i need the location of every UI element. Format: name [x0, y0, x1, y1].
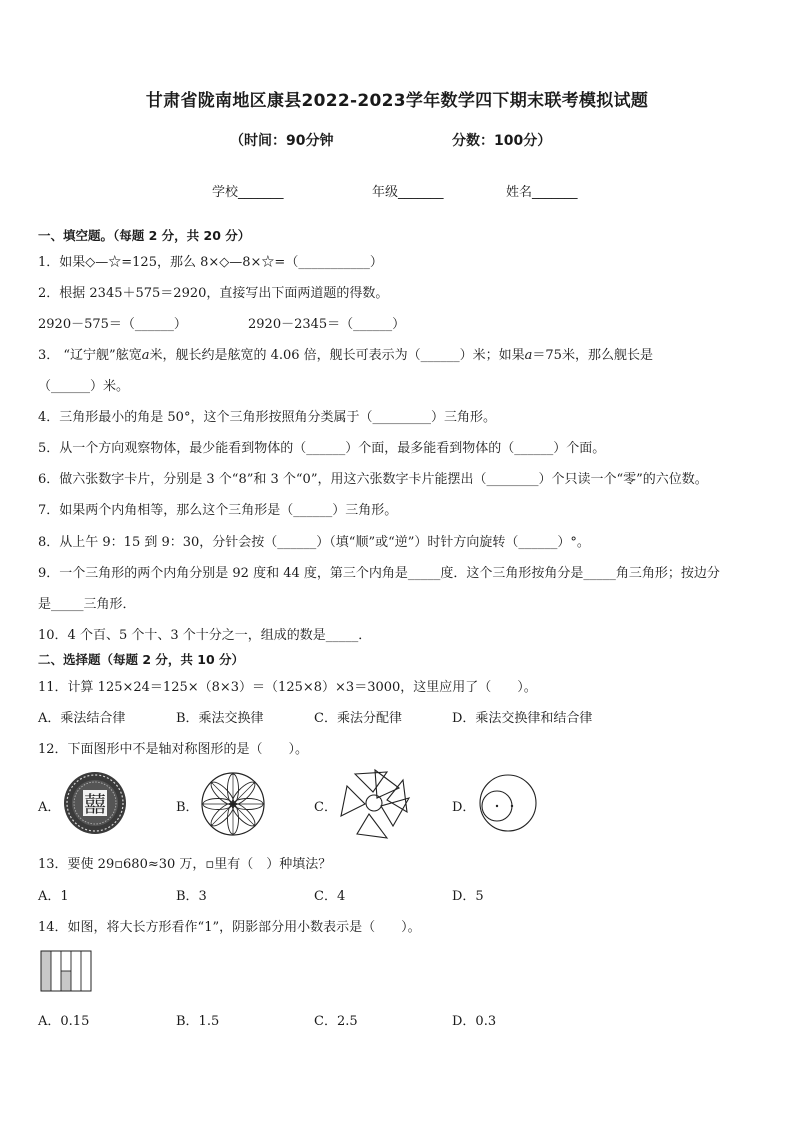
- exam-title: 甘肃省陇南地区康县2022-2023学年数学四下期末联考模拟试题: [145, 91, 649, 111]
- figure-c-pinwheel: [337, 768, 413, 840]
- q14-option-c: C．2.5: [314, 1014, 358, 1029]
- question-11: 11．计算 125×24＝125×（8×3）＝（125×8）×3＝3000，这里应用了（ ）。: [38, 680, 537, 695]
- figure-a-double-happiness: [62, 770, 128, 836]
- section-heading-fill-in: 一、填空题。（每题 2 分，共 20 分）: [38, 228, 251, 243]
- q13-option-d: D．5: [452, 889, 484, 904]
- question-12: 12．下面图形中不是轴对称图形的是（ ）。: [38, 742, 309, 757]
- q14-option-d: D．0.3: [452, 1014, 497, 1029]
- figure-b-flower-circle: [200, 771, 266, 837]
- q11-option-d: D．乘法交换律和结合律: [452, 711, 593, 726]
- question-13: 13．要使 29▫680≈30 万，▫里有（ ）种填法？: [38, 857, 332, 872]
- figure-d-tangent-circles: [478, 772, 538, 834]
- question-2: 2．根据 2345＋575＝2920，直接写出下面两道题的得数。: [38, 286, 389, 301]
- question-7: 7．如果两个内角相等，那么这个三角形是（______）三角形。: [38, 503, 398, 518]
- question-4: 4．三角形最小的角是 50°，这个三角形按照角分类属于（_________）三角形。: [38, 410, 496, 425]
- question-2-part-a: 2920－575＝（______）: [38, 317, 187, 332]
- exam-time: （时间：90分钟: [230, 133, 334, 149]
- question-14: 14．如图，将大长方形看作“1”，阴影部分用小数表示是（ ）。: [38, 920, 421, 935]
- section-heading-multiple-choice: 二、选择题（每题 2 分，共 10 分）: [38, 652, 245, 667]
- q12-label-d: D．: [452, 800, 476, 815]
- name-field: 姓名_______: [506, 185, 578, 200]
- exam-score: 分数：100分）: [452, 133, 552, 149]
- q11-option-b: B．乘法交换律: [176, 711, 264, 726]
- q11-option-a: A．乘法结合律: [38, 711, 126, 726]
- grade-field: 年级_______: [372, 185, 444, 200]
- q14-option-b: B．1.5: [176, 1014, 220, 1029]
- double-happiness-glyph: 囍: [83, 793, 107, 818]
- question-2-part-b: 2920－2345＝（______）: [248, 317, 406, 332]
- q12-label-c: C．: [314, 800, 337, 815]
- q13-option-c: C．4: [314, 889, 346, 904]
- q11-option-c: C．乘法分配律: [314, 711, 402, 726]
- question-3-line-2: （______）米。: [38, 379, 130, 394]
- q12-label-a: A．: [38, 800, 61, 815]
- q13-option-b: B．3: [176, 889, 207, 904]
- q12-label-b: B．: [176, 800, 199, 815]
- q13-option-a: A．1: [38, 889, 69, 904]
- question-5: 5．从一个方向观察物体，最少能看到物体的（______）个面，最多能看到物体的（______）个面。: [38, 441, 606, 456]
- school-field: 学校_______: [212, 185, 284, 200]
- question-1: 1．如果◇—☆=125，那么 8×◇—8×☆=（___________）: [38, 255, 383, 270]
- q14-option-a: A．0.15: [38, 1014, 90, 1029]
- question-10: 10．4 个百、5 个十、3 个十分之一，组成的数是_____．: [38, 628, 372, 643]
- question-9-line-2: 是_____三角形．: [38, 597, 136, 612]
- question-9-line-1: 9．一个三角形的两个内角分别是 92 度和 44 度，第三个内角是_____度．这个三角形按角分是_____角三角形；按边分: [38, 566, 720, 581]
- question-3-line-1: 3． “辽宁舰”舷宽𝑎米，舰长约是舷宽的 4.06 倍，舰长可表示为（______）米；如果𝑎＝75米，那么舰长是: [38, 348, 653, 363]
- question-6: 6．做六张数字卡片，分别是 3 个“8”和 3 个“0”，用这六张数字卡片能摆出（________）个只读一个“零”的六位数。: [38, 472, 708, 487]
- figure-q14-rectangle: [40, 950, 94, 992]
- question-8: 8．从上午 9：15 到 9：30，分针会按（______）（填“顺”或“逆”）时针方向旋转（______）°。: [38, 535, 590, 550]
